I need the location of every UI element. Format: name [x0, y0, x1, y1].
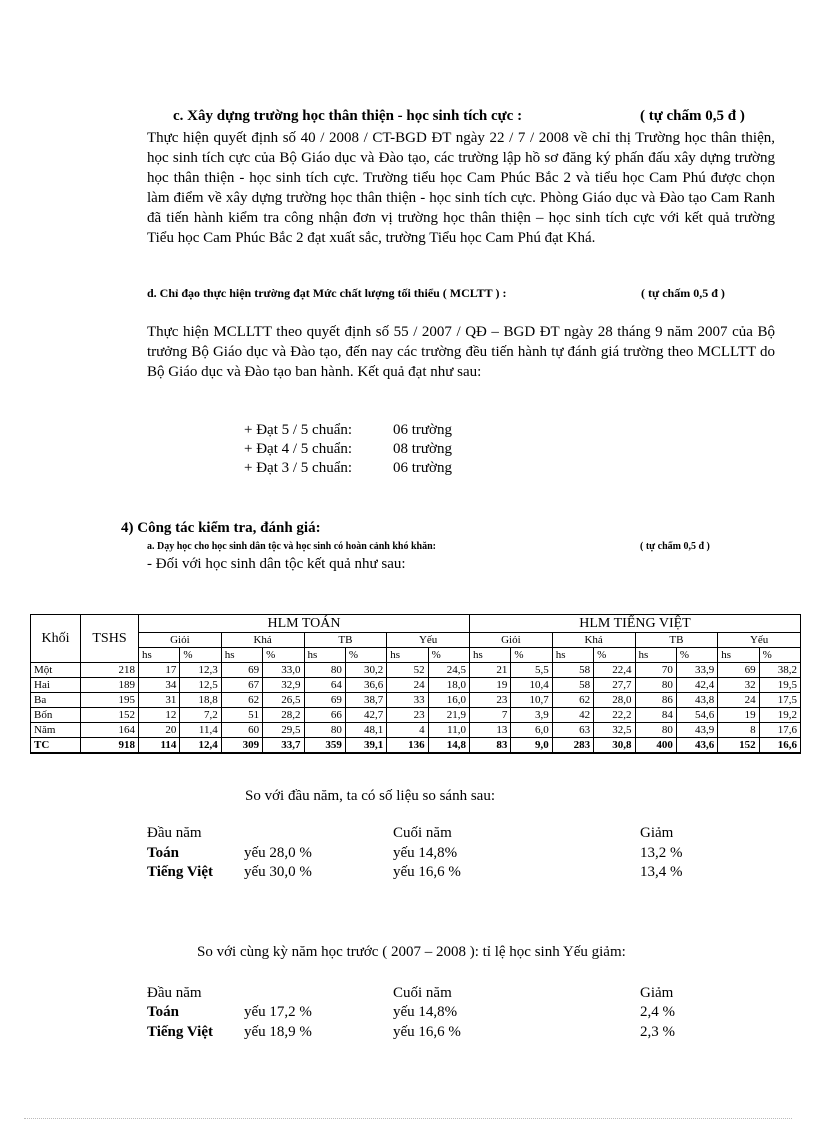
- compare2-title: So với cùng kỳ năm học trước ( 2007 – 2008 ): tỉ lệ học sinh Yếu giảm:: [197, 944, 626, 960]
- page-bottom-divider: [24, 1118, 792, 1119]
- cell-tv: 42: [552, 708, 593, 723]
- cell-tv: 58: [552, 663, 593, 678]
- cell-tv: 32: [718, 678, 759, 693]
- compare2-start-tv: yếu 18,9 %: [244, 1024, 312, 1040]
- cell-tv: 32,5: [594, 723, 635, 738]
- cell-tv: 7: [470, 708, 511, 723]
- cell-toan: 24: [387, 678, 428, 693]
- compare1-subject-tv: Tiếng Việt: [147, 864, 213, 880]
- cell-tv: 23: [470, 693, 511, 708]
- cell-tv: 30,8: [594, 738, 635, 754]
- cell-toan: 12,3: [180, 663, 221, 678]
- cell-toan: 28,2: [263, 708, 304, 723]
- cell-tv: 43,8: [676, 693, 717, 708]
- sub-header-hs: hs: [718, 648, 759, 663]
- cell-toan: 39,1: [345, 738, 386, 754]
- cell-toan: 33: [387, 693, 428, 708]
- level-header: Giỏi: [139, 633, 222, 648]
- level-header: Yếu: [387, 633, 470, 648]
- sub-header-pct: %: [594, 648, 635, 663]
- cell-toan: 60: [221, 723, 262, 738]
- cell-toan: 64: [304, 678, 345, 693]
- sub-header-hs: hs: [304, 648, 345, 663]
- cell-toan: 24,5: [428, 663, 469, 678]
- cell-tv: 8: [718, 723, 759, 738]
- cell-toan: 29,5: [263, 723, 304, 738]
- cell-tv: 17,5: [759, 693, 800, 708]
- compare2-end-toan: yếu 14,8%: [393, 1004, 458, 1020]
- compare1-subject-toan: Toán: [147, 845, 179, 861]
- cell-tv: 3,9: [511, 708, 552, 723]
- cell-tv: 70: [635, 663, 676, 678]
- cell-khoi: TC: [31, 738, 81, 754]
- cell-tv: 38,2: [759, 663, 800, 678]
- cell-khoi: Hai: [31, 678, 81, 693]
- sub-header-hs: hs: [470, 648, 511, 663]
- cell-tv: 54,6: [676, 708, 717, 723]
- cell-tv: 17,6: [759, 723, 800, 738]
- compare2-start-toan: yếu 17,2 %: [244, 1004, 312, 1020]
- table-row: [31, 693, 801, 708]
- sub-header-hs: hs: [635, 648, 676, 663]
- cell-tv: 400: [635, 738, 676, 754]
- level-header: Khá: [221, 633, 304, 648]
- cell-tv: 22,2: [594, 708, 635, 723]
- cell-toan: 36,6: [345, 678, 386, 693]
- cell-toan: 21,9: [428, 708, 469, 723]
- cell-khoi: Một: [31, 663, 81, 678]
- cell-tshs: 918: [81, 738, 139, 754]
- result-value-1: 06 trường: [393, 422, 452, 438]
- compare1-h-start: Đầu năm: [147, 825, 202, 841]
- cell-tshs: 218: [81, 663, 139, 678]
- cell-toan: 309: [221, 738, 262, 754]
- cell-toan: 23: [387, 708, 428, 723]
- sub-header-hs: hs: [552, 648, 593, 663]
- section-4a-score: ( tự chấm 0,5 đ ): [640, 541, 710, 552]
- cell-toan: 66: [304, 708, 345, 723]
- cell-toan: 26,5: [263, 693, 304, 708]
- cell-tv: 62: [552, 693, 593, 708]
- cell-khoi: Ba: [31, 693, 81, 708]
- table-row: [31, 678, 801, 693]
- table-row: [31, 708, 801, 723]
- cell-tv: 283: [552, 738, 593, 754]
- cell-toan: 12,4: [180, 738, 221, 754]
- cell-tv: 19,5: [759, 678, 800, 693]
- compare2-subject-toan: Toán: [147, 1004, 179, 1020]
- section-4-intro: - Đối với học sinh dân tộc kết quả như sau:: [147, 556, 406, 572]
- cell-toan: 31: [139, 693, 180, 708]
- cell-toan: 12: [139, 708, 180, 723]
- cell-toan: 32,9: [263, 678, 304, 693]
- cell-toan: 20: [139, 723, 180, 738]
- cell-tshs: 189: [81, 678, 139, 693]
- result-label-1: + Đạt 5 / 5 chuẩn:: [244, 422, 353, 438]
- cell-tv: 22,4: [594, 663, 635, 678]
- sub-header-pct: %: [263, 648, 304, 663]
- cell-tv: 86: [635, 693, 676, 708]
- compare2-decrease-tv: 2,3 %: [640, 1024, 675, 1040]
- group-tieng-viet: HLM TIẾNG VIỆT: [470, 615, 801, 633]
- table-row: [31, 663, 801, 678]
- cell-khoi: Bốn: [31, 708, 81, 723]
- cell-tv: 10,4: [511, 678, 552, 693]
- cell-toan: 42,7: [345, 708, 386, 723]
- cell-tv: 19: [470, 678, 511, 693]
- cell-toan: 4: [387, 723, 428, 738]
- cell-tv: 69: [718, 663, 759, 678]
- compare2-h-decrease: Giảm: [640, 985, 674, 1001]
- cell-tv: 21: [470, 663, 511, 678]
- cell-tv: 6,0: [511, 723, 552, 738]
- cell-tshs: 195: [81, 693, 139, 708]
- sub-header-pct: %: [676, 648, 717, 663]
- cell-toan: 18,8: [180, 693, 221, 708]
- cell-tv: 43,9: [676, 723, 717, 738]
- compare1-start-toan: yếu 28,0 %: [244, 845, 312, 861]
- sub-header-pct: %: [345, 648, 386, 663]
- cell-toan: 51: [221, 708, 262, 723]
- col-tshs: TSHS: [81, 615, 139, 663]
- cell-tv: 13: [470, 723, 511, 738]
- cell-toan: 69: [304, 693, 345, 708]
- cell-tv: 28,0: [594, 693, 635, 708]
- sub-header-pct: %: [759, 648, 800, 663]
- cell-tv: 43,6: [676, 738, 717, 754]
- cell-tv: 33,9: [676, 663, 717, 678]
- sub-header-pct: %: [511, 648, 552, 663]
- level-header: Khá: [552, 633, 635, 648]
- cell-tv: 152: [718, 738, 759, 754]
- section-c-heading: c. Xây dựng trường học thân thiện - học sinh tích cực :: [173, 108, 523, 124]
- cell-toan: 34: [139, 678, 180, 693]
- cell-toan: 14,8: [428, 738, 469, 754]
- cell-toan: 359: [304, 738, 345, 754]
- compare1-start-tv: yếu 30,0 %: [244, 864, 312, 880]
- level-header: Giỏi: [470, 633, 553, 648]
- cell-toan: 62: [221, 693, 262, 708]
- cell-tv: 83: [470, 738, 511, 754]
- compare1-title: So với đầu năm, ta có số liệu so sánh sau:: [245, 788, 495, 804]
- cell-toan: 80: [304, 723, 345, 738]
- cell-tv: 27,7: [594, 678, 635, 693]
- compare1-end-toan: yếu 14,8%: [393, 845, 458, 861]
- compare2-h-start: Đầu năm: [147, 985, 202, 1001]
- section-c-score: ( tự chấm 0,5 đ ): [640, 108, 745, 124]
- cell-tv: 58: [552, 678, 593, 693]
- result-label-2: + Đạt 4 / 5 chuẩn:: [244, 441, 353, 457]
- cell-toan: 16,0: [428, 693, 469, 708]
- sub-header-pct: %: [180, 648, 221, 663]
- cell-toan: 69: [221, 663, 262, 678]
- cell-toan: 33,7: [263, 738, 304, 754]
- cell-tv: 42,4: [676, 678, 717, 693]
- cell-toan: 33,0: [263, 663, 304, 678]
- cell-toan: 7,2: [180, 708, 221, 723]
- cell-toan: 17: [139, 663, 180, 678]
- cell-tshs: 152: [81, 708, 139, 723]
- section-4a-heading: a. Dạy học cho học sinh dân tộc và học sinh có hoàn cảnh khó khăn:: [147, 541, 436, 552]
- cell-tshs: 164: [81, 723, 139, 738]
- cell-toan: 12,5: [180, 678, 221, 693]
- compare2-subject-tv: Tiếng Việt: [147, 1024, 213, 1040]
- cell-tv: 80: [635, 723, 676, 738]
- cell-tv: 80: [635, 678, 676, 693]
- level-header: TB: [304, 633, 387, 648]
- cell-toan: 11,4: [180, 723, 221, 738]
- compare1-decrease-toan: 13,2 %: [640, 845, 683, 861]
- compare1-h-decrease: Giảm: [640, 825, 674, 841]
- compare2-end-tv: yếu 16,6 %: [393, 1024, 461, 1040]
- results-table: [30, 614, 801, 754]
- level-header: TB: [635, 633, 718, 648]
- sub-header-hs: hs: [387, 648, 428, 663]
- sub-header-hs: hs: [139, 648, 180, 663]
- compare1-h-end: Cuối năm: [393, 825, 452, 841]
- cell-tv: 10,7: [511, 693, 552, 708]
- cell-tv: 9,0: [511, 738, 552, 754]
- cell-toan: 114: [139, 738, 180, 754]
- cell-tv: 24: [718, 693, 759, 708]
- cell-toan: 67: [221, 678, 262, 693]
- cell-tv: 16,6: [759, 738, 800, 754]
- col-khoi: Khối: [31, 615, 81, 663]
- cell-toan: 80: [304, 663, 345, 678]
- section-d-paragraph: Thực hiện MCLLTT theo quyết định số 55 / 2007 / QĐ – BGD ĐT ngày 28 tháng 9 năm 2007 của Bộ trưởng Bộ Giáo dục và Đào tạo, đến nay các trường đều tiến hành tự đánh giá trường theo MCLLTT do Bộ Giáo dục và Đào tạo ban hành. Kết quả đạt như sau:: [147, 324, 775, 380]
- cell-tv: 84: [635, 708, 676, 723]
- result-label-3: + Đạt 3 / 5 chuẩn:: [244, 460, 353, 476]
- section-d-score: ( tự chấm 0,5 đ ): [641, 286, 725, 300]
- cell-toan: 18,0: [428, 678, 469, 693]
- cell-toan: 48,1: [345, 723, 386, 738]
- sub-header-pct: %: [428, 648, 469, 663]
- level-header: Yếu: [718, 633, 801, 648]
- compare1-decrease-tv: 13,4 %: [640, 864, 683, 880]
- compare2-decrease-toan: 2,4 %: [640, 1004, 675, 1020]
- table-row: [31, 723, 801, 738]
- cell-khoi: Năm: [31, 723, 81, 738]
- compare2-h-end: Cuối năm: [393, 985, 452, 1001]
- sub-header-hs: hs: [221, 648, 262, 663]
- cell-toan: 11,0: [428, 723, 469, 738]
- cell-tv: 19,2: [759, 708, 800, 723]
- section-c-paragraph: Thực hiện quyết định số 40 / 2008 / CT-BGD ĐT ngày 22 / 7 / 2008 về chỉ thị Trường học thân thiện, học sinh tích cực của Bộ Giáo dục và Đào tạo, các trường lập hồ sơ đăng ký phấn đấu xây dựng trường học thân thiện - học sinh tích cực. Trường tiểu học Cam Phúc Bắc 2 và tiểu học Cam Phú được chọn làm điểm về xây dựng trường học thân thiện - học sinh tích cực. Phòng Giáo dục và Đào tạo Cam Ranh đã tiến hành kiểm tra công nhận đơn vị trường học thân thiện – học sinh tích cực với kết quả trường Tiểu học Cam Phúc Bắc 2 đạt xuất sắc, trường Tiểu học Cam Phú đạt Khá.: [147, 130, 775, 246]
- cell-toan: 30,2: [345, 663, 386, 678]
- result-value-2: 08 trường: [393, 441, 452, 457]
- cell-tv: 5,5: [511, 663, 552, 678]
- cell-toan: 52: [387, 663, 428, 678]
- section-d-heading: d. Chỉ đạo thực hiện trường đạt Mức chất lượng tối thiểu ( MCLTT ) :: [147, 286, 507, 300]
- section-4-heading: 4) Công tác kiểm tra, đánh giá:: [121, 520, 321, 536]
- compare1-end-tv: yếu 16,6 %: [393, 864, 461, 880]
- cell-toan: 136: [387, 738, 428, 754]
- result-value-3: 06 trường: [393, 460, 452, 476]
- cell-tv: 19: [718, 708, 759, 723]
- cell-toan: 38,7: [345, 693, 386, 708]
- group-toan: HLM TOÁN: [139, 615, 470, 633]
- table-total-row: [31, 738, 801, 754]
- cell-tv: 63: [552, 723, 593, 738]
